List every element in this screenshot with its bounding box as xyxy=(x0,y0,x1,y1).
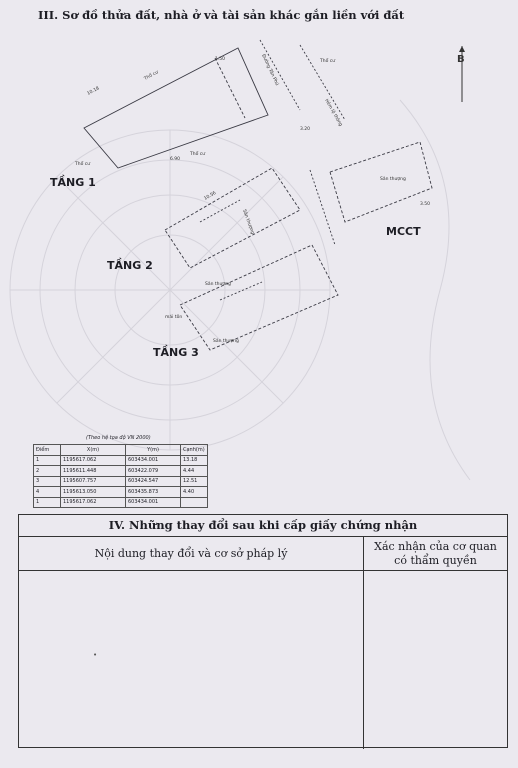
terrace-label: Sân thượng xyxy=(241,208,255,235)
col-x: X(m) xyxy=(61,445,126,456)
neighbor-label-3: Thổ cư xyxy=(190,152,206,157)
table-row: 1 1195617.062 603434.001 xyxy=(34,497,208,508)
coordinate-table xyxy=(33,444,208,508)
confirmation-column-header: Xác nhận của cơ quan có thẩm quyền xyxy=(374,540,497,567)
road-label: Đường Tân Phú xyxy=(260,53,280,87)
section-iv-title: IV. Những thay đổi sau khi cấp giấy chứng nhận xyxy=(19,515,507,537)
dim-label-1: 10.18 xyxy=(86,86,101,97)
table-row: 1 1195617.062 603434.001 13.18 xyxy=(34,455,208,466)
confirmation-content-cell xyxy=(364,571,507,749)
alley-label: Hẻm lộ thông xyxy=(323,98,343,128)
floor-label-mcct: MCCT xyxy=(386,225,421,238)
col-y: Y(m) xyxy=(126,445,181,456)
section-iii-heading: III. Sơ đồ thửa đất, nhà ở và tài sản khác gắn liền với đất xyxy=(38,8,405,22)
north-label: B xyxy=(457,54,465,65)
neighbor-label-2: Thổ cư xyxy=(75,162,91,167)
dim-label-4: 3.20 xyxy=(300,127,311,132)
floor-label-tang1: TẦNG 1 xyxy=(50,176,96,189)
dim-label-5: 10.56 xyxy=(203,190,218,202)
neighbor-label-4: Thổ cư xyxy=(320,59,336,64)
stair-label-2: Sân thượng xyxy=(205,282,231,287)
changes-content-cell xyxy=(19,571,364,749)
table-row: 3 1195607.757 603424.547 12.51 xyxy=(34,476,208,487)
coordinate-header-row xyxy=(34,445,208,456)
table-row: 4 1195613.050 603435.873 4.40 xyxy=(34,487,208,498)
dim-label-3: 1.50 xyxy=(215,57,226,62)
roof-label: mái tôn xyxy=(165,315,183,320)
col-edge: Cạnh(m) xyxy=(181,445,208,456)
plot-outline-tang2 xyxy=(165,168,300,268)
handwritten-mark: • xyxy=(93,651,98,659)
coordinate-system-caption: (Theo hệ tọa độ VN 2000) xyxy=(86,435,151,441)
changes-column-header: Nội dung thay đổi và cơ sở pháp lý xyxy=(19,537,364,570)
floor-label-tang2: TẦNG 2 xyxy=(107,259,153,272)
floor-label-tang3: TẦNG 3 xyxy=(153,346,199,359)
stair-label-3: Sân thượng xyxy=(213,339,239,344)
table-row: 2 1195611.448 603422.079 4.44 xyxy=(34,466,208,477)
dim-label-2: 6.90 xyxy=(170,157,181,162)
plot-outline-mcct xyxy=(330,142,432,222)
dim-label-6: 3.50 xyxy=(420,202,431,207)
neighbor-label-1: Thổ cư xyxy=(143,70,160,82)
stair-label-1: Sân thượng xyxy=(380,177,406,182)
section-iv-box xyxy=(18,514,508,748)
col-point: Điểm xyxy=(34,445,61,456)
